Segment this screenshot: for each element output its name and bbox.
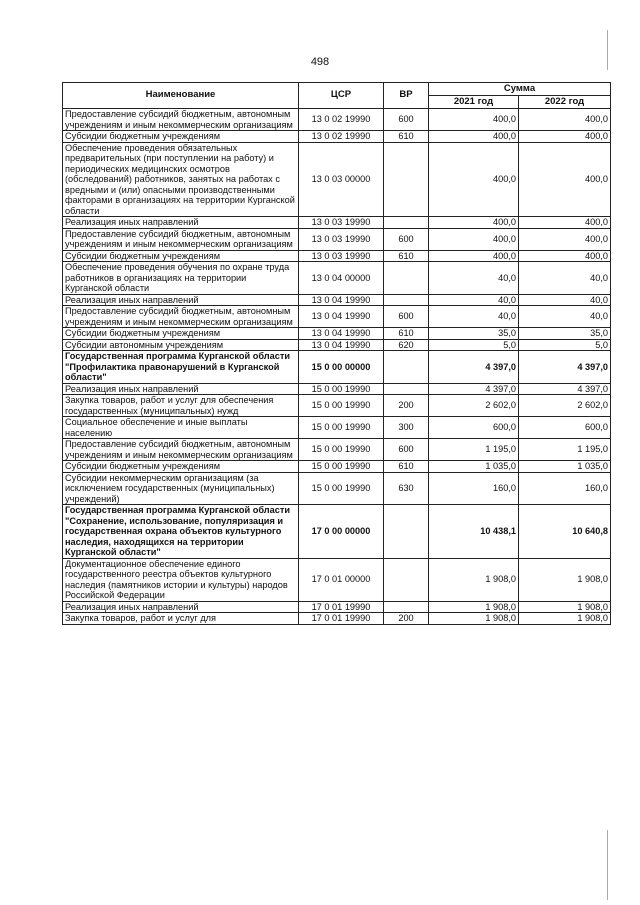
row-csr: 17 0 00 00000: [299, 505, 384, 559]
row-vr: [384, 142, 429, 217]
row-name: Субсидии бюджетным учреждениям: [63, 328, 299, 340]
row-name: Реализация иных направлений: [63, 383, 299, 395]
row-sum-2021: 400,0: [429, 228, 519, 250]
row-name: Государственная программа Курганской области "Профилактика правонарушений в Курганской области": [63, 351, 299, 384]
row-sum-2021: 160,0: [429, 472, 519, 505]
row-vr: 610: [384, 328, 429, 340]
row-sum-2022: 1 908,0: [519, 613, 611, 625]
row-sum-2021: 40,0: [429, 294, 519, 306]
row-sum-2022: 2 602,0: [519, 395, 611, 417]
row-csr: 13 0 04 19990: [299, 328, 384, 340]
row-sum-2022: 10 640,8: [519, 505, 611, 559]
row-csr: 15 0 00 19990: [299, 439, 384, 461]
row-sum-2022: 400,0: [519, 228, 611, 250]
row-sum-2022: 160,0: [519, 472, 611, 505]
row-vr: 630: [384, 472, 429, 505]
row-csr: 13 0 04 19990: [299, 339, 384, 351]
row-sum-2021: 1 908,0: [429, 558, 519, 601]
row-csr: 13 0 02 19990: [299, 109, 384, 131]
row-csr: 13 0 03 19990: [299, 228, 384, 250]
row-name: Субсидии бюджетным учреждениям: [63, 250, 299, 262]
row-sum-2022: 40,0: [519, 294, 611, 306]
row-vr: 600: [384, 109, 429, 131]
header-year-2022: 2022 год: [519, 96, 611, 109]
header-year-2021: 2021 год: [429, 96, 519, 109]
row-csr: 15 0 00 19990: [299, 472, 384, 505]
row-sum-2022: 40,0: [519, 306, 611, 328]
row-sum-2021: 400,0: [429, 131, 519, 143]
row-sum-2021: 5,0: [429, 339, 519, 351]
row-sum-2021: 1 908,0: [429, 601, 519, 613]
row-name: Субсидии бюджетным учреждениям: [63, 461, 299, 473]
row-csr: 13 0 04 00000: [299, 262, 384, 295]
row-sum-2022: 600,0: [519, 417, 611, 439]
table-row: [63, 142, 611, 217]
row-name: Субсидии бюджетным учреждениям: [63, 131, 299, 143]
table-row: [63, 417, 611, 439]
table-row: [63, 306, 611, 328]
row-vr: 610: [384, 131, 429, 143]
table-row: [63, 395, 611, 417]
header-vr: ВР: [384, 83, 429, 109]
row-name: Реализация иных направлений: [63, 294, 299, 306]
row-csr: 15 0 00 19990: [299, 395, 384, 417]
row-csr: 13 0 04 19990: [299, 306, 384, 328]
row-sum-2021: 2 602,0: [429, 395, 519, 417]
table-row: [63, 131, 611, 143]
row-vr: [384, 294, 429, 306]
row-sum-2021: 4 397,0: [429, 351, 519, 384]
row-name: Государственная программа Курганской области "Сохранение, использование, популяризация и государственная охрана объектов культурного наследия, находящихся на территории Курганской области": [63, 505, 299, 559]
table-row: [63, 339, 611, 351]
row-vr: 610: [384, 250, 429, 262]
row-name: Закупка товаров, работ и услуг для обеспечения государственных (муниципальных) нужд: [63, 395, 299, 417]
row-sum-2022: 4 397,0: [519, 383, 611, 395]
row-name: Обеспечение проведения обучения по охране труда работников в организациях на территории Курганской области: [63, 262, 299, 295]
row-sum-2022: 4 397,0: [519, 351, 611, 384]
row-csr: 15 0 00 00000: [299, 351, 384, 384]
row-sum-2022: 400,0: [519, 109, 611, 131]
row-vr: [384, 262, 429, 295]
row-name: Субсидии автономным учреждениям: [63, 339, 299, 351]
table-row: [63, 613, 611, 625]
row-vr: 300: [384, 417, 429, 439]
table-row: [63, 472, 611, 505]
row-name: Предоставление субсидий бюджетным, автономным учреждениям и иным некоммерческим организациям: [63, 439, 299, 461]
row-csr: 13 0 03 00000: [299, 142, 384, 217]
row-name: Субсидии некоммерческим организациям (за исключением государственных (муниципальных) учреждений): [63, 472, 299, 505]
row-sum-2022: 1 908,0: [519, 558, 611, 601]
table-row: [63, 217, 611, 229]
row-name: Обеспечение проведения обязательных предварительных (при поступлении на работу) и периодических медицинских осмотров (обследований) работников, занятых на работах с вредными и (или) опасными производственными факторами в организациях на территории Курганской области: [63, 142, 299, 217]
row-vr: [384, 383, 429, 395]
row-sum-2022: 400,0: [519, 217, 611, 229]
table-body: [63, 109, 611, 625]
table-header: [63, 83, 611, 109]
row-vr: 620: [384, 339, 429, 351]
row-sum-2021: 40,0: [429, 306, 519, 328]
row-sum-2022: 400,0: [519, 142, 611, 217]
row-vr: [384, 217, 429, 229]
header-name: Наименование: [63, 83, 299, 109]
row-sum-2021: 600,0: [429, 417, 519, 439]
row-name: Предоставление субсидий бюджетным, автономным учреждениям и иным некоммерческим организациям: [63, 109, 299, 131]
table-row: [63, 109, 611, 131]
row-csr: 15 0 00 19990: [299, 417, 384, 439]
row-name: Документационное обеспечение единого государственного реестра объектов культурного наследия (памятников истории и культуры) народов Российской Федерации: [63, 558, 299, 601]
table-row: [63, 505, 611, 559]
table-row: [63, 461, 611, 473]
row-csr: 17 0 01 19990: [299, 613, 384, 625]
row-name: Реализация иных направлений: [63, 217, 299, 229]
table-row: [63, 250, 611, 262]
row-vr: 600: [384, 306, 429, 328]
budget-table: [62, 82, 611, 625]
row-vr: [384, 558, 429, 601]
row-sum-2022: 1 195,0: [519, 439, 611, 461]
table-row: [63, 439, 611, 461]
row-sum-2022: 400,0: [519, 250, 611, 262]
row-csr: 17 0 01 19990: [299, 601, 384, 613]
row-vr: 200: [384, 613, 429, 625]
row-sum-2022: 40,0: [519, 262, 611, 295]
row-sum-2021: 400,0: [429, 250, 519, 262]
row-sum-2021: 1 908,0: [429, 613, 519, 625]
row-name: Социальное обеспечение и иные выплаты населению: [63, 417, 299, 439]
row-sum-2021: 400,0: [429, 142, 519, 217]
header-sum: Сумма: [429, 83, 611, 96]
row-csr: 13 0 03 19990: [299, 217, 384, 229]
row-vr: 600: [384, 439, 429, 461]
table-row: [63, 558, 611, 601]
row-vr: 610: [384, 461, 429, 473]
row-sum-2021: 400,0: [429, 217, 519, 229]
table-row: [63, 601, 611, 613]
table-row: [63, 328, 611, 340]
header-csr: ЦСР: [299, 83, 384, 109]
row-csr: 15 0 00 19990: [299, 383, 384, 395]
row-csr: 17 0 01 00000: [299, 558, 384, 601]
binder-mark-bottom: [607, 830, 608, 900]
row-sum-2021: 400,0: [429, 109, 519, 131]
row-sum-2021: 35,0: [429, 328, 519, 340]
row-sum-2021: 10 438,1: [429, 505, 519, 559]
row-name: Предоставление субсидий бюджетным, автономным учреждениям и иным некоммерческим организациям: [63, 228, 299, 250]
row-vr: [384, 601, 429, 613]
row-name: Закупка товаров, работ и услуг для: [63, 613, 299, 625]
row-sum-2022: 400,0: [519, 131, 611, 143]
row-csr: 15 0 00 19990: [299, 461, 384, 473]
row-sum-2021: 4 397,0: [429, 383, 519, 395]
row-sum-2021: 1 195,0: [429, 439, 519, 461]
table-row: [63, 228, 611, 250]
row-csr: 13 0 04 19990: [299, 294, 384, 306]
row-sum-2022: 35,0: [519, 328, 611, 340]
row-vr: [384, 505, 429, 559]
row-csr: 13 0 03 19990: [299, 250, 384, 262]
table-row: [63, 383, 611, 395]
table-row: [63, 262, 611, 295]
row-vr: [384, 351, 429, 384]
row-sum-2022: 5,0: [519, 339, 611, 351]
row-name: Предоставление субсидий бюджетным, автономным учреждениям и иным некоммерческим организациям: [63, 306, 299, 328]
row-sum-2022: 1 035,0: [519, 461, 611, 473]
binder-mark-top: [607, 30, 608, 70]
row-name: Реализация иных направлений: [63, 601, 299, 613]
row-sum-2021: 40,0: [429, 262, 519, 295]
row-sum-2021: 1 035,0: [429, 461, 519, 473]
table-row: [63, 294, 611, 306]
row-csr: 13 0 02 19990: [299, 131, 384, 143]
row-vr: 200: [384, 395, 429, 417]
row-sum-2022: 1 908,0: [519, 601, 611, 613]
page-number: 498: [310, 56, 330, 68]
row-vr: 600: [384, 228, 429, 250]
table-row: [63, 351, 611, 384]
